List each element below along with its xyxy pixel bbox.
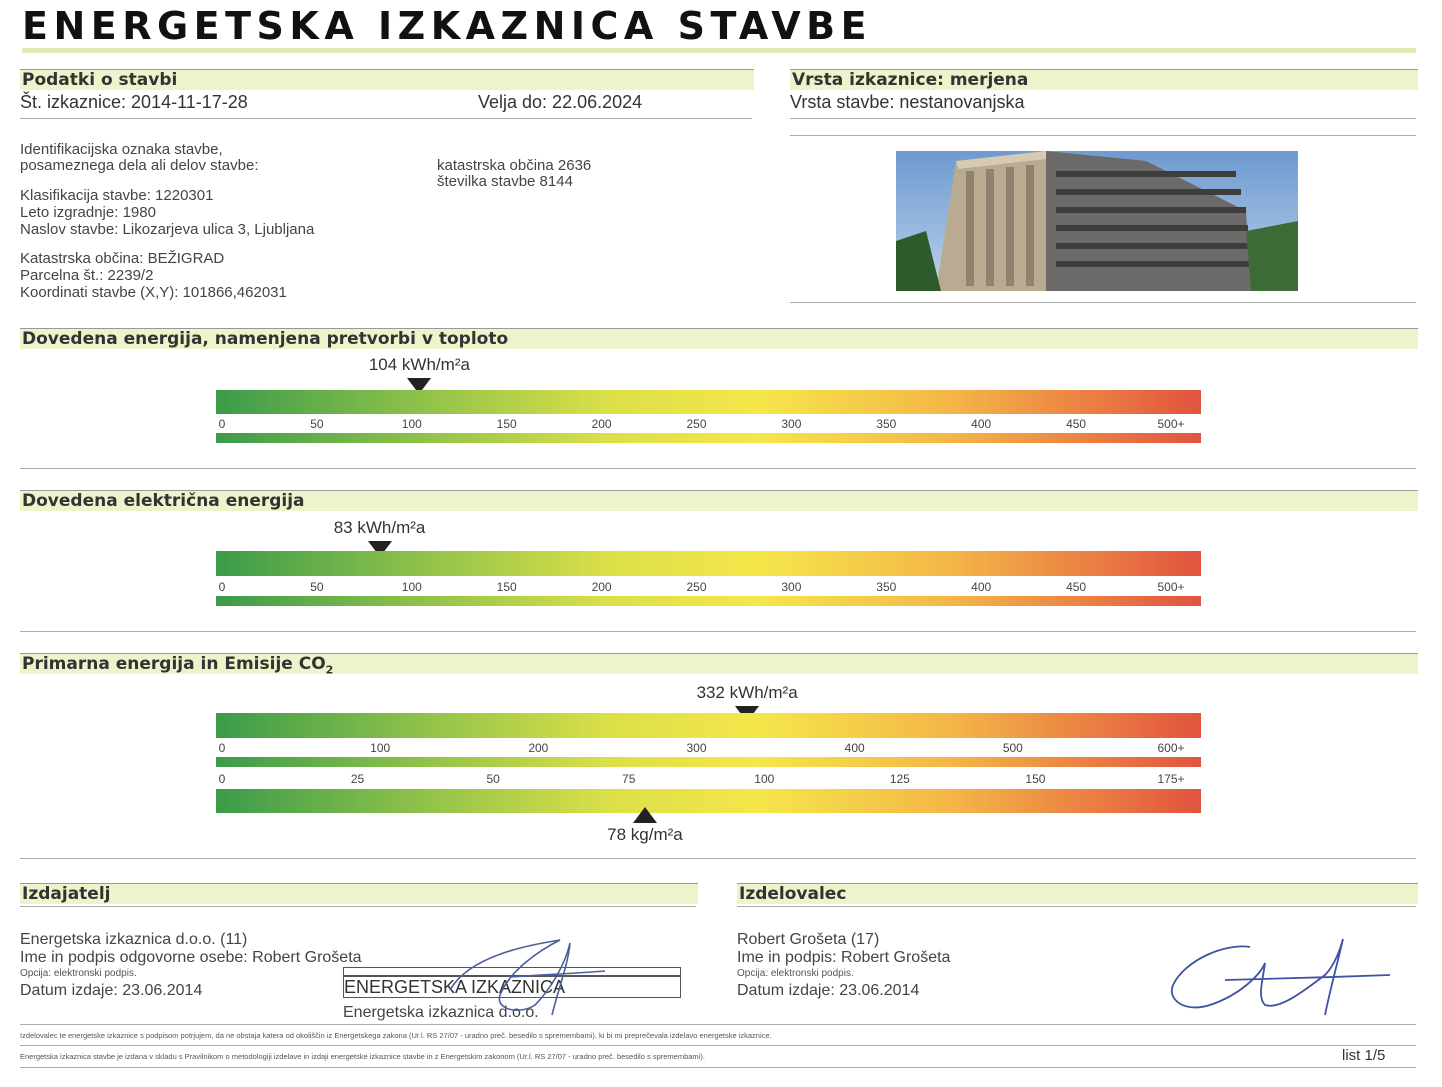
co2-tick: 75 (622, 772, 636, 786)
parcel-number: Parcelna št.: 2239/2 (20, 267, 154, 284)
id-value-2: številka stavbe 8144 (437, 173, 573, 190)
building-type: Vrsta stavbe: nestanovanjska (790, 92, 1025, 112)
co2-value-label: 78 kg/m²a (607, 825, 683, 844)
section-building-data: Podatki o stavbi (20, 69, 754, 90)
electric-tick: 100 (401, 580, 422, 594)
co2-tick: 125 (889, 772, 910, 786)
primary-section-title: Primarna energija in Emisije CO (22, 654, 326, 674)
section-issuer: Izdajatelj (20, 883, 698, 904)
issuer-note: Opcija: elektronski podpis. (20, 968, 137, 979)
issuer-company: Energetska izkaznica d.o.o. (11) (20, 931, 248, 948)
building-photo-image (896, 151, 1298, 291)
electric-scale-bar (216, 551, 1201, 576)
divider (790, 118, 1416, 119)
heat-tick: 300 (781, 417, 802, 431)
primary-tick: 100 (370, 741, 391, 755)
primary-tick: 200 (528, 741, 549, 755)
heat-scale-ticks (0, 417, 1442, 431)
classification: Klasifikacija stavbe: 1220301 (20, 187, 214, 204)
page-number: list 1/5 (1342, 1047, 1386, 1064)
electric-tick: 350 (876, 580, 897, 594)
title-rule (22, 48, 1416, 53)
year-built: Leto izgradnje: 1980 (20, 204, 156, 221)
electric-scale-ticks (0, 580, 1442, 594)
co2-value-marker (633, 807, 657, 823)
primary-scale-ticks (0, 741, 1442, 755)
id-value-1: katastrska občina 2636 (437, 157, 592, 174)
electric-tick: 500+ (1157, 580, 1185, 594)
building-coordinates: Koordinati stavbe (X,Y): 101866,462031 (20, 284, 287, 301)
divider (737, 906, 1416, 907)
electric-tick: 300 (781, 580, 802, 594)
stamp-company-box: ENERGETSKA IZKAZNICA (343, 976, 681, 998)
issuer-responsible: Ime in podpis odgovorne osebe: Robert Grošeta (20, 949, 362, 966)
electric-scale-bar-lower (216, 596, 1201, 606)
heat-value-label: 104 kWh/m²a (368, 355, 470, 374)
primary-tick: 600+ (1157, 741, 1185, 755)
divider (790, 135, 1416, 136)
stamp-company-name: Energetska izkaznica d.o.o. (343, 1004, 539, 1021)
page-title: ENERGETSKA IZKAZNICA STAVBE (22, 4, 873, 48)
electric-tick: 50 (310, 580, 324, 594)
section-maker: Izdelovalec (737, 883, 1418, 904)
electric-tick: 200 (591, 580, 612, 594)
co2-scale-bar (216, 789, 1201, 813)
heat-tick: 200 (591, 417, 612, 431)
co2-scale-ticks (0, 772, 1442, 786)
heat-tick: 150 (496, 417, 517, 431)
issuer-date: Datum izdaje: 23.06.2014 (20, 982, 203, 999)
valid-until: Velja do: 22.06.2024 (478, 92, 643, 112)
cadastral-municipality: Katastrska občina: BEŽIGRAD (20, 250, 225, 267)
maker-name: Robert Grošeta (17) (737, 931, 880, 948)
heat-scale-bar (216, 390, 1201, 414)
primary-scale-bar-lower (216, 757, 1201, 767)
heat-tick: 500+ (1157, 417, 1185, 431)
electric-value-label: 83 kWh/m²a (333, 518, 426, 537)
primary-tick: 300 (686, 741, 707, 755)
maker-signature-label: Ime in podpis: Robert Grošeta (737, 949, 951, 966)
primary-tick: 500 (1002, 741, 1023, 755)
divider (20, 858, 1416, 859)
electric-tick: 0 (218, 580, 226, 594)
divider (20, 1045, 1416, 1046)
heat-scale-bar-lower (216, 433, 1201, 443)
heat-tick: 250 (686, 417, 707, 431)
primary-scale-bar (216, 713, 1201, 738)
co2-tick: 0 (218, 772, 226, 786)
address: Naslov stavbe: Likozarjeva ulica 3, Ljubljana (20, 221, 315, 238)
divider (20, 631, 1416, 632)
section-electric-energy: Dovedena električna energija (20, 490, 1418, 511)
maker-note: Opcija: elektronski podpis. (737, 968, 854, 979)
primary-value-label: 332 kWh/m²a (696, 683, 798, 702)
divider (20, 118, 752, 119)
primary-tick: 400 (844, 741, 865, 755)
id-label-1: Identifikacijska oznaka stavbe, (20, 141, 223, 158)
divider (20, 1067, 1416, 1068)
co2-tick: 50 (486, 772, 500, 786)
co2-tick: 175+ (1157, 772, 1185, 786)
footer-legal: Energetska izkaznica stavbe je izdana v skladu s Pravilnikom o metodologiji izdelave in izdaji energetske izkaznice stavbe in z Energetskim zakonom (Ur.l. RS 27/07 - uradno preč. besedilo s spremembami). (20, 1052, 705, 1061)
electric-tick: 400 (971, 580, 992, 594)
section-primary-energy (20, 653, 1418, 677)
maker-signature (1165, 935, 1395, 1020)
heat-tick: 0 (218, 417, 226, 431)
heat-tick: 400 (971, 417, 992, 431)
footer-declaration: Izdelovalec te energetske izkaznice s podpisom potrjujem, da ne obstaja katera od okoliščin iz Energetskega zakona (Ur.l. RS 27/07 - uradno preč. besedilo s spremembami), ki bi mi preprečevala izdelavo energetske izkaznice. (20, 1031, 772, 1040)
building-photo (896, 151, 1298, 291)
maker-date: Datum izdaje: 23.06.2014 (737, 982, 920, 999)
co2-tick: 100 (754, 772, 775, 786)
electric-tick: 150 (496, 580, 517, 594)
card-number: Št. izkaznice: 2014-11-17-28 (20, 92, 248, 112)
divider (20, 468, 1416, 469)
divider (790, 302, 1416, 303)
section-card-type: Vrsta izkaznice: merjena (790, 69, 1418, 90)
divider (20, 1024, 1416, 1025)
co2-tick: 25 (350, 772, 365, 786)
heat-tick: 350 (876, 417, 897, 431)
id-label-2: posameznega dela ali delov stavbe: (20, 157, 259, 174)
primary-tick: 0 (218, 741, 226, 755)
heat-tick: 450 (1066, 417, 1087, 431)
section-heat-energy: Dovedena energija, namenjena pretvorbi v toploto (20, 328, 1418, 349)
electric-tick: 250 (686, 580, 707, 594)
electric-tick: 450 (1066, 580, 1087, 594)
heat-tick: 50 (310, 417, 324, 431)
co2-tick: 150 (1025, 772, 1046, 786)
issuer-signature (440, 935, 610, 1025)
primary-section-subscript: 2 (325, 663, 334, 677)
heat-tick: 100 (401, 417, 422, 431)
divider (20, 906, 696, 907)
